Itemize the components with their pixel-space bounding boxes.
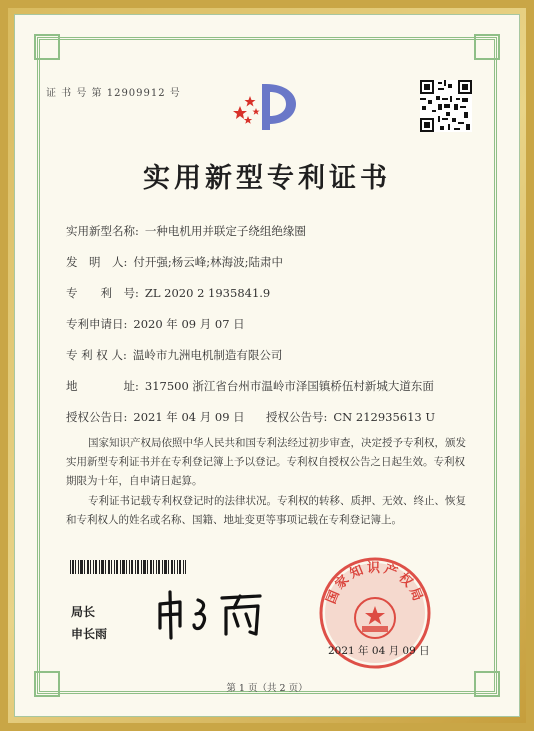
field-label: 地 址:: [66, 379, 139, 393]
field-value: 317500 浙江省台州市温岭市泽国镇桥伍村新城大道东面: [144, 379, 434, 393]
director-name: 申长雨: [71, 627, 108, 641]
field-value: CN 212935613 U: [333, 410, 436, 424]
certificate-title: 实用新型专利证书: [143, 163, 391, 194]
barcode-icon: [70, 560, 186, 574]
field-grant-date: [66, 409, 245, 425]
field-inventors: [66, 254, 283, 270]
corner-ornament: [474, 34, 500, 60]
director-title: 局长: [71, 605, 96, 619]
field-value: 一种电机用并联定子绕组绝缘圈: [144, 224, 306, 238]
field-label: 专 利 权 人:: [66, 348, 127, 362]
field-patent-number: [66, 285, 270, 301]
page-number: 第 1 页（共 2 页）: [226, 683, 308, 694]
director-signature: [150, 588, 270, 640]
corner-ornament: [34, 34, 60, 60]
field-label: 发 明 人:: [66, 255, 128, 269]
seal-date: 2021 年 04 月 09 日: [328, 645, 430, 657]
field-value: 温岭市九洲电机制造有限公司: [132, 348, 283, 362]
field-label: 实用新型名称:: [66, 224, 139, 238]
qr-code-icon: [420, 80, 472, 132]
field-label: 专利申请日:: [66, 317, 128, 331]
field-label: 授权公告号:: [266, 410, 328, 424]
field-patentee: [66, 347, 282, 363]
field-value: 2020 年 09 月 07 日: [133, 317, 245, 331]
field-label: 授权公告日:: [66, 410, 128, 424]
field-filing-date: [66, 316, 245, 332]
field-value: 2021 年 04 月 09 日: [133, 410, 245, 424]
certificate-number: 证 书 号 第 12909912 号: [46, 88, 181, 99]
seal-text: 国家知识产权局: [323, 561, 427, 607]
field-value: 付开强;杨云峰;林海波;陆肃中: [133, 255, 283, 269]
field-utility-model-name: [66, 223, 306, 239]
field-grant-number: [266, 409, 435, 425]
legal-status-note: 专利证书记载专利权登记时的法律状况。专利权的转移、质押、无效、终止、恢复和专利权人的姓名或名称、国籍、地址变更等事项记载在专利登记簿上。: [66, 495, 466, 526]
grant-statement: 国家知识产权局依照中华人民共和国专利法经过初步审查，决定授予专利权，颁发实用新型专利证书并在专利登记簿上予以登记。专利权自授权公告之日起生效。专利权期限为十年，自申请日起算。: [66, 437, 466, 487]
cnipa-logo-icon: [226, 78, 302, 134]
field-address: [66, 378, 434, 394]
field-value: ZL 2020 2 1935841.9: [144, 286, 271, 300]
field-label: 专 利 号:: [66, 286, 139, 300]
